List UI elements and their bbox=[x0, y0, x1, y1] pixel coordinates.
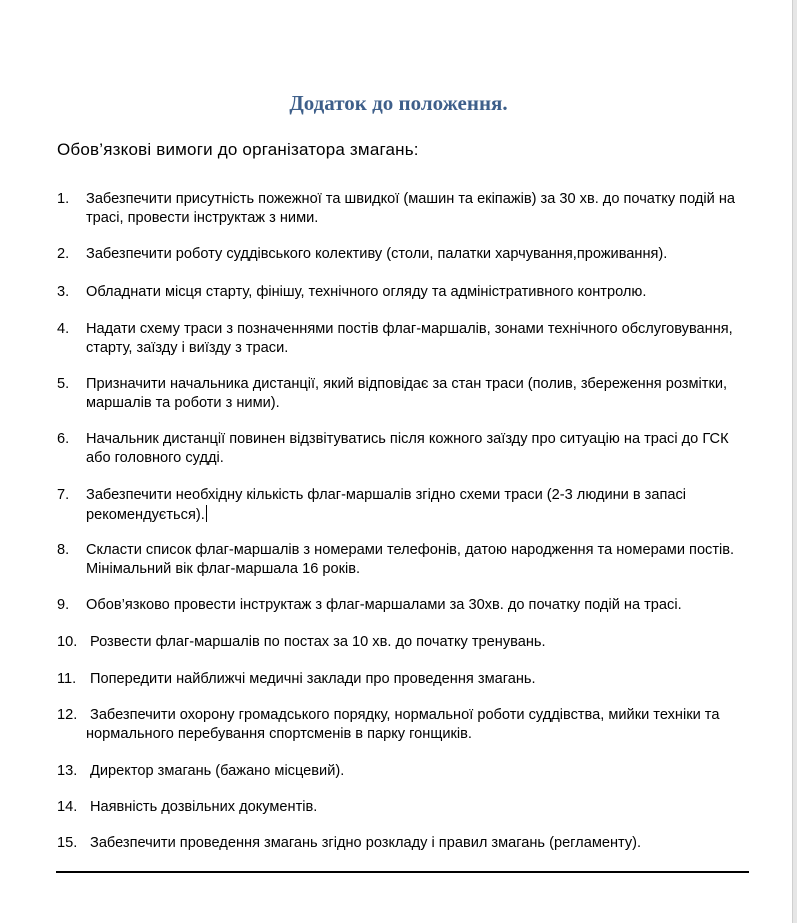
list-item bbox=[57, 541, 757, 579]
list-item-number: 9. bbox=[57, 597, 70, 613]
list-item bbox=[57, 430, 757, 468]
list-item-text: Призначити начальника дистанції, який відповідає за стан траси (полив, збереження розмітки, маршалів та роботи з ними). bbox=[86, 376, 728, 411]
list-item bbox=[57, 320, 757, 358]
list-item-text: Обладнати місця старту, фінішу, технічного огляду та адміністративного контролю. bbox=[86, 284, 647, 300]
list-item bbox=[57, 834, 757, 853]
list-item bbox=[57, 798, 757, 817]
list-item-number: 4. bbox=[57, 321, 70, 337]
list-item bbox=[57, 245, 757, 264]
document-subtitle: Обов’язкові вимоги до організатора змагань: bbox=[57, 140, 419, 159]
list-item bbox=[57, 633, 757, 652]
list-item-number: 15. bbox=[57, 835, 78, 851]
list-item-text: Розвести флаг-маршалів по постах за 10 хв. до початку тренувань. bbox=[90, 634, 546, 650]
list-item-number: 11. bbox=[57, 671, 77, 687]
list-item-number: 1. bbox=[57, 191, 70, 207]
list-item-text: Забезпечити охорону громадського порядку, нормальної роботи суддівства, мийки техніки та нормального перебування спортсменів в парку гонщиків. bbox=[86, 707, 720, 742]
list-item bbox=[57, 375, 757, 413]
list-item bbox=[57, 706, 757, 744]
list-item-text: Забезпечити присутність пожежної та швидкої (машин та екіпажів) за 30 хв. до початку подій на трасі, провести інструктаж з ними. bbox=[86, 191, 736, 226]
document-title: Додаток до положення. bbox=[289, 91, 508, 115]
list-item-number: 7. bbox=[57, 487, 70, 503]
list-item bbox=[57, 596, 757, 615]
list-item bbox=[57, 486, 757, 525]
list-item-text: Наявність дозвільних документів. bbox=[90, 799, 318, 815]
list-item bbox=[57, 190, 757, 228]
list-item-number: 8. bbox=[57, 542, 70, 558]
list-item-text: Забезпечити проведення змагань згідно розкладу і правил змагань (регламенту). bbox=[90, 835, 642, 851]
list-item-number: 14. bbox=[57, 799, 78, 815]
list-item-text: Скласти список флаг-маршалів з номерами телефонів, датою народження та номерами постів. Мінімальний вік флаг-маршала 16 років. bbox=[86, 542, 735, 577]
list-item-text: Директор змагань (бажано місцевий). bbox=[90, 763, 345, 779]
list-item-text: Попередити найближчі медичні заклади про проведення змагань. bbox=[90, 671, 536, 687]
list-item bbox=[57, 670, 757, 689]
footer-rule bbox=[56, 871, 749, 873]
list-item bbox=[57, 283, 757, 302]
list-item-number: 10. bbox=[57, 634, 78, 650]
list-item-text: Начальник дистанції повинен відзвітуватись після кожного заїзду про ситуацію на трасі до ГСК або головного судді. bbox=[86, 431, 729, 466]
page-edge bbox=[792, 0, 797, 923]
list-item-number: 5. bbox=[57, 376, 70, 392]
list-item-text: Забезпечити роботу суддівського колективу (столи, палатки харчування,проживання). bbox=[86, 246, 668, 262]
list-item-text: Надати схему траси з позначеннями постів флаг-маршалів, зонами технічного обслуговування, старту, заїзду і виїзду з траси. bbox=[86, 321, 733, 356]
list-item-number: 3. bbox=[57, 284, 70, 300]
list-item-text: Забезпечити необхідну кількість флаг-маршалів згідно схеми траси (2-3 людини в запасі рекомендується). bbox=[86, 487, 687, 523]
list-item bbox=[57, 762, 757, 781]
list-item-number: 6. bbox=[57, 431, 70, 447]
list-item-number: 12. bbox=[57, 707, 78, 723]
list-item-text: Обов’язково провести інструктаж з флаг-маршалами за 30хв. до початку подій на трасі. bbox=[86, 597, 682, 613]
list-item-number: 2. bbox=[57, 246, 70, 262]
text-cursor bbox=[206, 505, 208, 522]
list-item-number: 13. bbox=[57, 763, 78, 779]
